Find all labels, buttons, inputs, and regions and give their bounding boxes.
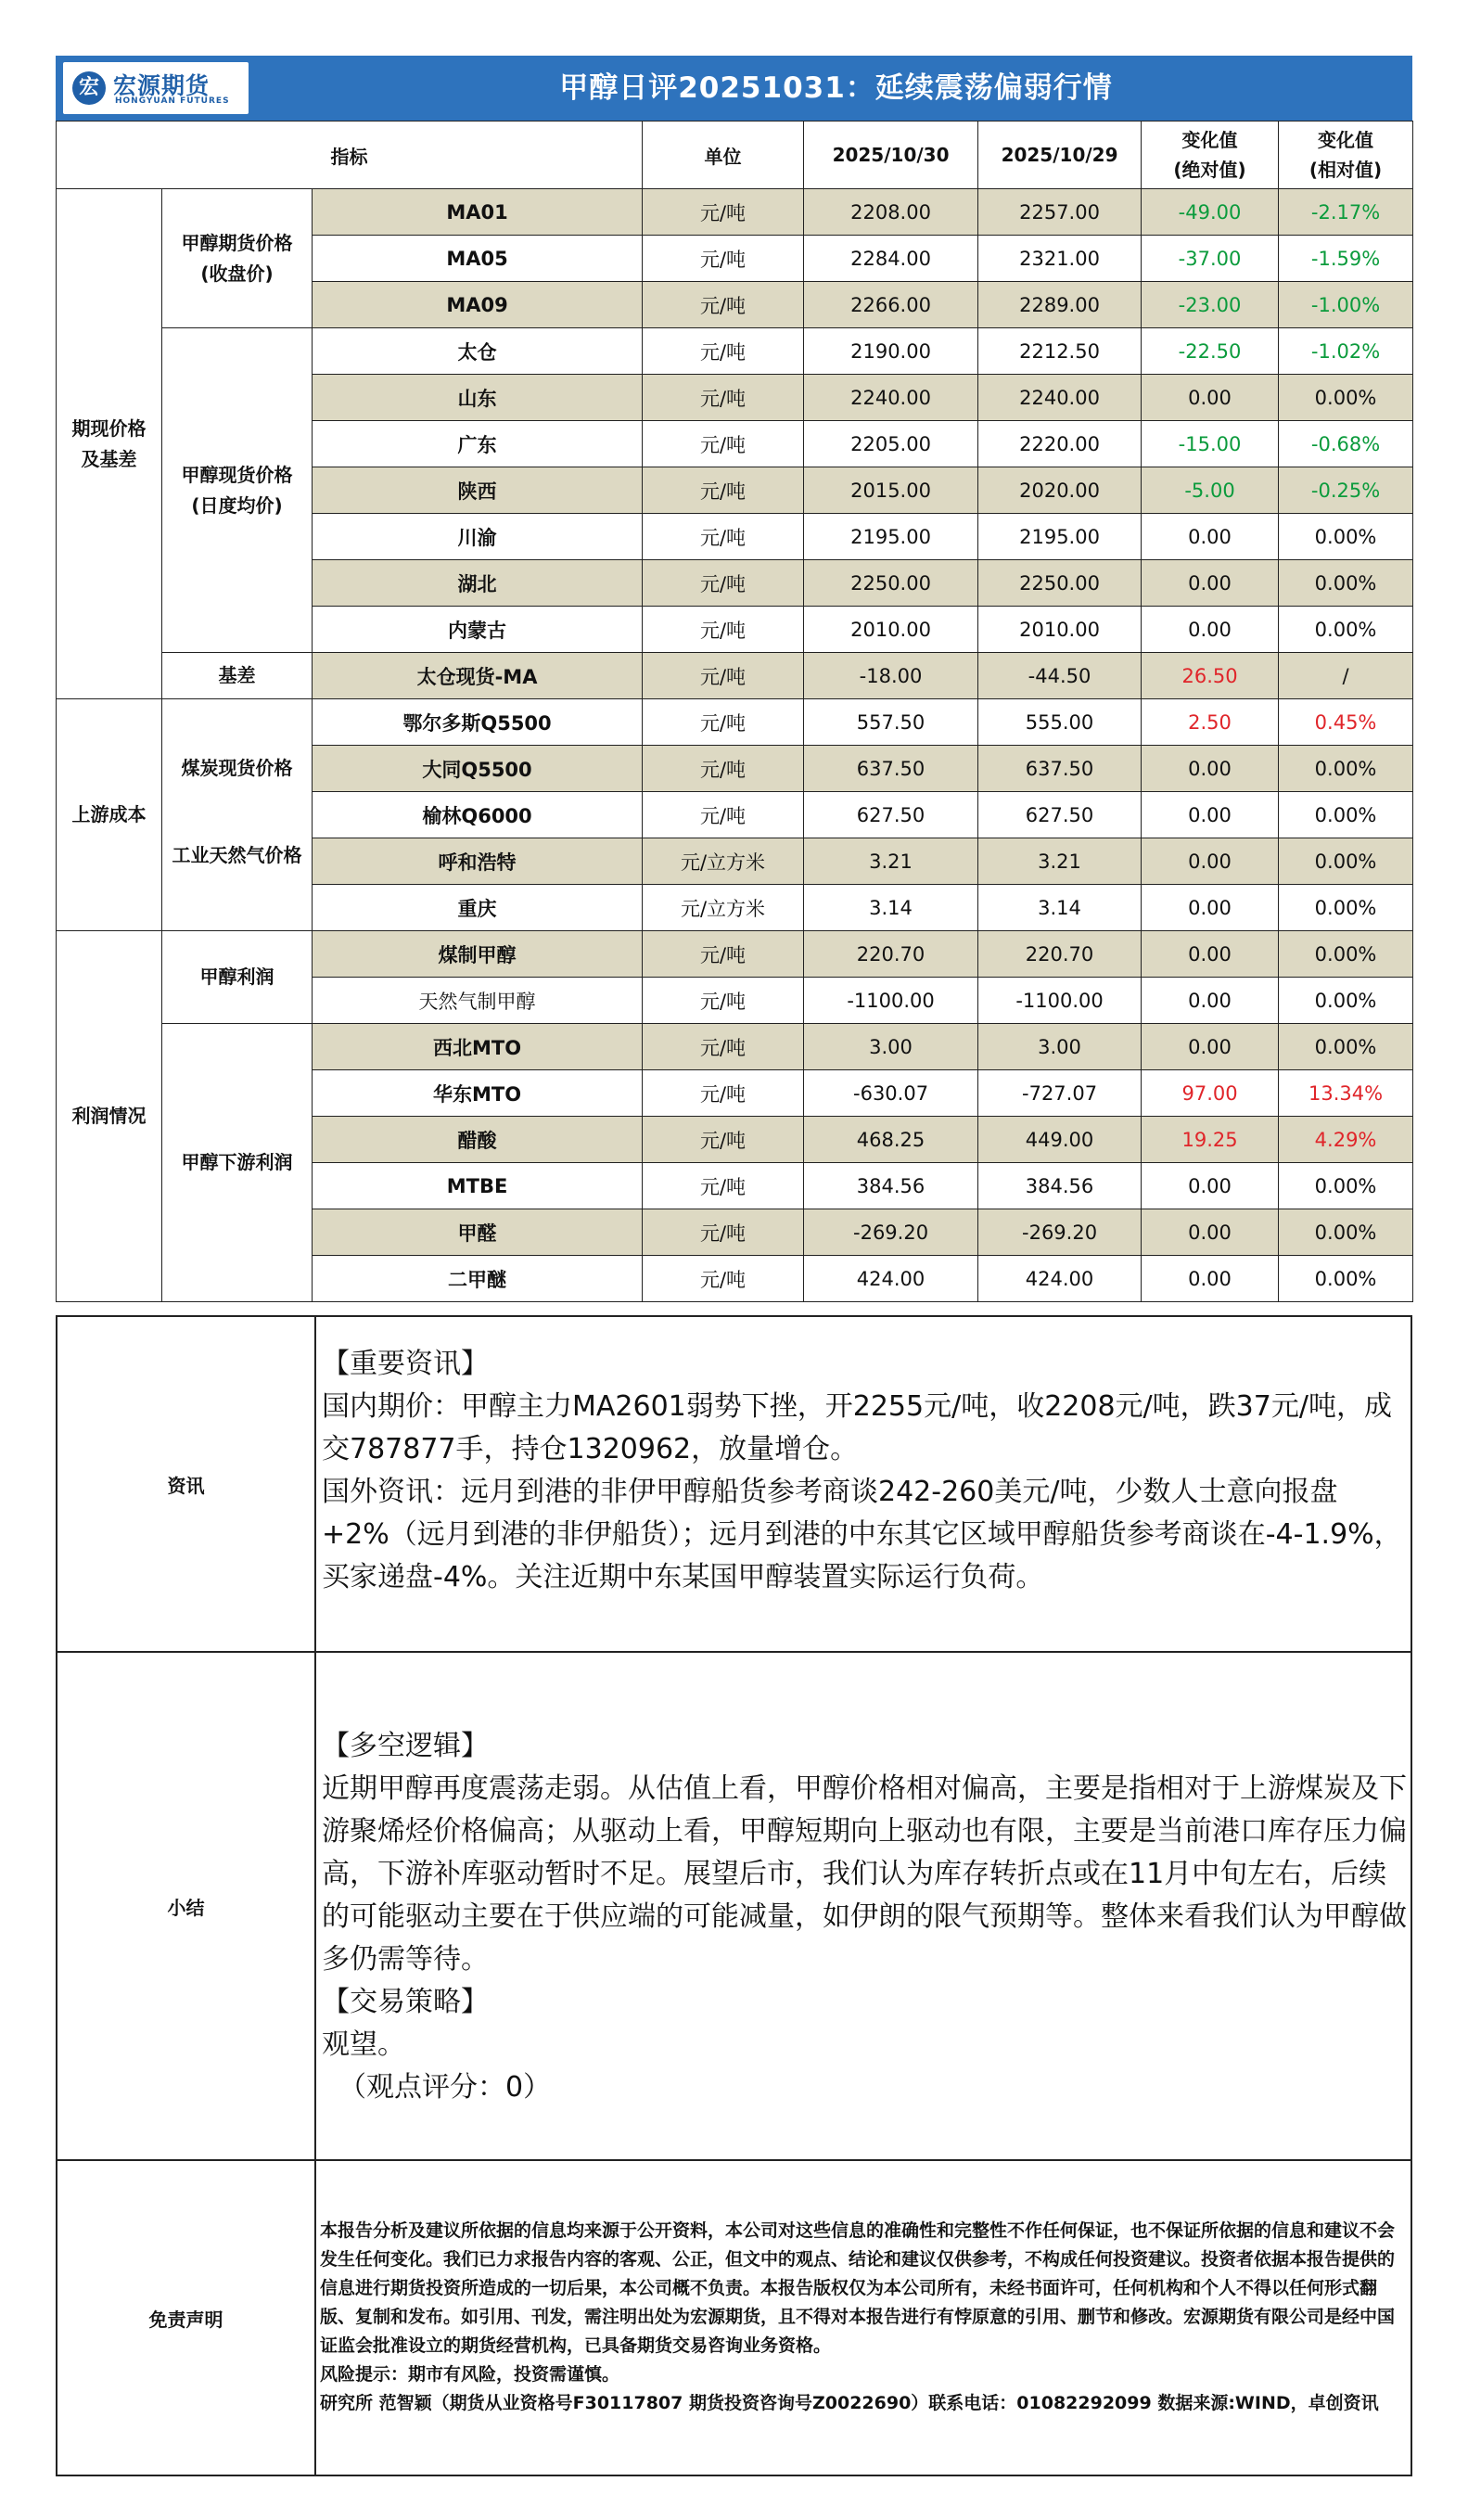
- news-domestic-paragraph: 国内期价：甲醇主力MA2601弱势下挫，开2255元/吨，收2208元/吨，跌37元/吨，成交787877手，持仓1320962，放量增仓。: [322, 1390, 1392, 1465]
- value-20251029: 2321.00: [978, 236, 1142, 282]
- unit-cell: 元/吨: [643, 1209, 804, 1256]
- unit-cell: 元/吨: [643, 1163, 804, 1209]
- unit-cell: 元/吨: [643, 560, 804, 607]
- unit-cell: 元/吨: [643, 1070, 804, 1117]
- indicator-name: 川渝: [313, 514, 643, 560]
- logic-paragraph: 近期甲醇再度震荡走弱。从估值上看，甲醇价格相对偏高，主要是指相对于上游煤炭及下游聚烯烃价格偏高；从驱动上看，甲醇短期向上驱动也有限，主要是当前港口库存压力偏高，下游补库驱动暂时不足。展望后市，我们认为库存转折点或在11月中旬左右，后续的可能驱动主要在于供应端的可能减量，如伊朗的限气预期等。整体来看我们认为甲醇做多仍需等待。: [322, 1772, 1407, 1976]
- value-20251030: 424.00: [804, 1256, 978, 1302]
- rel-change-value: -0.68%: [1279, 421, 1413, 467]
- indicator-name: 鄂尔多斯Q5500: [313, 699, 643, 746]
- abs-change-value: 0.00: [1142, 1024, 1279, 1070]
- value-20251029: 3.21: [978, 838, 1142, 885]
- value-20251029: 424.00: [978, 1256, 1142, 1302]
- value-20251030: 627.50: [804, 792, 978, 838]
- value-20251030: -18.00: [804, 653, 978, 699]
- indicator-name: 醋酸: [313, 1117, 643, 1163]
- value-20251030: 637.50: [804, 746, 978, 792]
- indicator-name: 太仓现货-MA: [313, 653, 643, 699]
- subgroup-gas-price: 工业天然气价格: [162, 838, 313, 931]
- value-20251029: 2020.00: [978, 467, 1142, 514]
- value-20251029: 2220.00: [978, 421, 1142, 467]
- table-row: [57, 328, 1413, 375]
- disclaimer-row: [57, 2160, 1411, 2475]
- value-20251030: 2208.00: [804, 189, 978, 236]
- rel-change-value: -1.59%: [1279, 236, 1413, 282]
- logo-text: 宏源期货: [113, 72, 211, 99]
- value-20251030: 2195.00: [804, 514, 978, 560]
- abs-change-value: 0.00: [1142, 1163, 1279, 1209]
- abs-change-value: 2.50: [1142, 699, 1279, 746]
- value-20251029: 2212.50: [978, 328, 1142, 375]
- news-content: [315, 1316, 1411, 1652]
- strategy-paragraph: 观望。: [322, 2028, 405, 2061]
- abs-change-value: -37.00: [1142, 236, 1279, 282]
- indicator-name: MA09: [313, 282, 643, 328]
- abs-change-value: 0.00: [1142, 514, 1279, 560]
- abs-change-value: 0.00: [1142, 931, 1279, 978]
- rel-change-value: 0.00%: [1279, 746, 1413, 792]
- unit-cell: 元/吨: [643, 746, 804, 792]
- value-20251030: 384.56: [804, 1163, 978, 1209]
- disclaimer-label: 免责声明: [57, 2160, 315, 2475]
- rel-change-value: 0.00%: [1279, 1163, 1413, 1209]
- indicator-name: 陕西: [313, 467, 643, 514]
- value-20251030: -630.07: [804, 1070, 978, 1117]
- rel-change-value: -1.02%: [1279, 328, 1413, 375]
- abs-change-value: 26.50: [1142, 653, 1279, 699]
- rel-change-value: 4.29%: [1279, 1117, 1413, 1163]
- company-logo: [63, 62, 249, 114]
- summary-label: 小结: [57, 1652, 315, 2160]
- abs-change-value: 0.00: [1142, 1256, 1279, 1302]
- value-20251029: 2240.00: [978, 375, 1142, 421]
- abs-change-value: 0.00: [1142, 978, 1279, 1024]
- value-20251029: 3.14: [978, 885, 1142, 931]
- indicator-name: 甲醛: [313, 1209, 643, 1256]
- view-score: （观点评分：0）: [338, 2071, 552, 2104]
- unit-cell: 元/吨: [643, 653, 804, 699]
- unit-cell: 元/吨: [643, 1117, 804, 1163]
- abs-change-value: 0.00: [1142, 1209, 1279, 1256]
- indicator-name: 山东: [313, 375, 643, 421]
- indicator-name: 重庆: [313, 885, 643, 931]
- indicator-name: 二甲醚: [313, 1256, 643, 1302]
- indicator-name: 华东MTO: [313, 1070, 643, 1117]
- report-title: 甲醇日评20251031：延续震荡偏弱行情: [559, 71, 1113, 105]
- unit-cell: 元/吨: [643, 467, 804, 514]
- abs-change-value: 0.00: [1142, 375, 1279, 421]
- value-20251029: 3.00: [978, 1024, 1142, 1070]
- column-header-abs-change: 变化值 (绝对值): [1142, 122, 1279, 189]
- subgroup-spot-price: 甲醇现货价格 (日度均价): [162, 328, 313, 653]
- value-20251030: 2010.00: [804, 607, 978, 653]
- unit-cell: 元/吨: [643, 1256, 804, 1302]
- subgroup-basis: 基差: [162, 653, 313, 699]
- news-heading: 【重要资讯】: [322, 1348, 489, 1380]
- rel-change-value: 0.00%: [1279, 978, 1413, 1024]
- unit-cell: 元/立方米: [643, 885, 804, 931]
- value-20251030: -269.20: [804, 1209, 978, 1256]
- abs-change-value: -23.00: [1142, 282, 1279, 328]
- rel-change-value: 0.00%: [1279, 607, 1413, 653]
- value-20251030: 2284.00: [804, 236, 978, 282]
- value-20251029: 2195.00: [978, 514, 1142, 560]
- logo-mark-icon: 宏: [72, 71, 106, 105]
- value-20251029: 637.50: [978, 746, 1142, 792]
- rel-change-value: 13.34%: [1279, 1070, 1413, 1117]
- logic-heading: 【多空逻辑】: [322, 1730, 489, 1762]
- value-20251029: -1100.00: [978, 978, 1142, 1024]
- rel-change-value: 0.00%: [1279, 931, 1413, 978]
- table-row: [57, 838, 1413, 885]
- abs-change-value: -5.00: [1142, 467, 1279, 514]
- indicator-name: MTBE: [313, 1163, 643, 1209]
- abs-change-value: 0.00: [1142, 885, 1279, 931]
- indicator-name: 大同Q5500: [313, 746, 643, 792]
- table-row: [57, 699, 1413, 746]
- indicator-name: MA05: [313, 236, 643, 282]
- indicator-name: 内蒙古: [313, 607, 643, 653]
- abs-change-value: 0.00: [1142, 607, 1279, 653]
- strategy-heading: 【交易策略】: [322, 1986, 489, 2018]
- value-20251030: 2205.00: [804, 421, 978, 467]
- indicator-name: MA01: [313, 189, 643, 236]
- value-20251030: 557.50: [804, 699, 978, 746]
- column-header-rel-change: 变化值 (相对值): [1279, 122, 1413, 189]
- disclaimer-paragraph: 本报告分析及建议所依据的信息均来源于公开资料，本公司对这些信息的准确性和完整性不作任何保证，也不保证所依据的信息和建议不会发生任何变化。我们已力求报告内容的客观、公正，但文中的观点、结论和建议仅供参考，不构成任何投资建议。投资者依据本报告提供的信息进行期货投资所造成的一切后果，本公司概不负责。本报告版权仅为本公司所有，未经书面许可，任何机构和个人不得以任何形式翻版、复制和发布。如引用、刊发，需注明出处为宏源期货，且不得对本报告进行有悖原意的引用、删节和修改。宏源期货有限公司是经中国证监会批准设立的期货经营机构，已具备期货交易咨询业务资格。: [320, 2219, 1396, 2356]
- subgroup-methanol-profit: 甲醇利润: [162, 931, 313, 1024]
- value-20251029: 220.70: [978, 931, 1142, 978]
- abs-change-value: 0.00: [1142, 746, 1279, 792]
- unit-cell: 元/吨: [643, 282, 804, 328]
- indicator-table: [56, 121, 1413, 1302]
- title-banner: [56, 56, 1412, 121]
- news-label: 资讯: [57, 1316, 315, 1652]
- disclaimer-content: [315, 2160, 1411, 2475]
- value-20251029: 2010.00: [978, 607, 1142, 653]
- rel-change-value: 0.00%: [1279, 375, 1413, 421]
- table-row: [57, 931, 1413, 978]
- group-upstream-cost: 上游成本: [57, 699, 162, 931]
- rel-change-value: 0.00%: [1279, 514, 1413, 560]
- abs-change-value: 0.00: [1142, 792, 1279, 838]
- table-row: [57, 653, 1413, 699]
- rel-change-value: 0.00%: [1279, 838, 1413, 885]
- news-overseas-paragraph: 国外资讯：远月到港的非伊甲醇船货参考商谈242-260美元/吨，少数人士意向报盘+2%（远月到港的非伊船货）；远月到港的中东其它区域甲醇船货参考商谈在-4-1.9%，买家递盘-4%。关注近期中东某国甲醇装置实际运行负荷。: [322, 1476, 1402, 1593]
- unit-cell: 元/吨: [643, 1024, 804, 1070]
- abs-change-value: 97.00: [1142, 1070, 1279, 1117]
- value-20251030: 2190.00: [804, 328, 978, 375]
- subgroup-futures-price: 甲醇期货价格 (收盘价): [162, 189, 313, 328]
- rel-change-value: 0.00%: [1279, 1209, 1413, 1256]
- indicator-name: 湖北: [313, 560, 643, 607]
- value-20251029: 2250.00: [978, 560, 1142, 607]
- value-20251029: 449.00: [978, 1117, 1142, 1163]
- indicator-name: 煤制甲醇: [313, 931, 643, 978]
- commentary-table: [56, 1315, 1412, 2476]
- abs-change-value: -15.00: [1142, 421, 1279, 467]
- rel-change-value: -0.25%: [1279, 467, 1413, 514]
- value-20251029: 2257.00: [978, 189, 1142, 236]
- unit-cell: 元/吨: [643, 699, 804, 746]
- indicator-name: 呼和浩特: [313, 838, 643, 885]
- subgroup-downstream-profit: 甲醇下游利润: [162, 1024, 313, 1302]
- abs-change-value: 0.00: [1142, 838, 1279, 885]
- indicator-name: 西北MTO: [313, 1024, 643, 1070]
- risk-warning: 风险提示：期市有风险，投资需谨慎。: [320, 2363, 620, 2385]
- table-row: [57, 1024, 1413, 1070]
- value-20251030: 3.14: [804, 885, 978, 931]
- rel-change-value: 0.00%: [1279, 1024, 1413, 1070]
- value-20251029: 384.56: [978, 1163, 1142, 1209]
- abs-change-value: -49.00: [1142, 189, 1279, 236]
- unit-cell: 元/立方米: [643, 838, 804, 885]
- value-20251029: -44.50: [978, 653, 1142, 699]
- value-20251030: 2250.00: [804, 560, 978, 607]
- value-20251030: 2240.00: [804, 375, 978, 421]
- rel-change-value: 0.45%: [1279, 699, 1413, 746]
- summary-row: [57, 1652, 1411, 2160]
- unit-cell: 元/吨: [643, 792, 804, 838]
- value-20251030: 220.70: [804, 931, 978, 978]
- group-spot-price-basis: 期现价格 及基差: [57, 189, 162, 699]
- value-20251030: 468.25: [804, 1117, 978, 1163]
- unit-cell: 元/吨: [643, 978, 804, 1024]
- table-row: [57, 189, 1413, 236]
- column-header-indicator: 指标: [57, 122, 643, 189]
- column-header-date1: 2025/10/30: [804, 122, 978, 189]
- group-profit: 利润情况: [57, 931, 162, 1302]
- rel-change-value: -1.00%: [1279, 282, 1413, 328]
- unit-cell: 元/吨: [643, 236, 804, 282]
- unit-cell: 元/吨: [643, 189, 804, 236]
- rel-change-value: 0.00%: [1279, 1256, 1413, 1302]
- value-20251030: 3.21: [804, 838, 978, 885]
- abs-change-value: 19.25: [1142, 1117, 1279, 1163]
- news-row: [57, 1316, 1411, 1652]
- column-header-date2: 2025/10/29: [978, 122, 1142, 189]
- indicator-name: 榆林Q6000: [313, 792, 643, 838]
- value-20251030: 3.00: [804, 1024, 978, 1070]
- value-20251029: 2289.00: [978, 282, 1142, 328]
- abs-change-value: -22.50: [1142, 328, 1279, 375]
- value-20251029: 627.50: [978, 792, 1142, 838]
- column-header-unit: 单位: [643, 122, 804, 189]
- indicator-name: 太仓: [313, 328, 643, 375]
- indicator-name: 天然气制甲醇: [313, 978, 643, 1024]
- unit-cell: 元/吨: [643, 607, 804, 653]
- rel-change-value: -2.17%: [1279, 189, 1413, 236]
- abs-change-value: 0.00: [1142, 560, 1279, 607]
- unit-cell: 元/吨: [643, 328, 804, 375]
- logo-subtext: HONGYUAN FUTURES: [115, 96, 230, 106]
- summary-content: [315, 1652, 1411, 2160]
- rel-change-value: /: [1279, 653, 1413, 699]
- value-20251030: 2015.00: [804, 467, 978, 514]
- rel-change-value: 0.00%: [1279, 885, 1413, 931]
- indicator-name: 广东: [313, 421, 643, 467]
- value-20251029: 555.00: [978, 699, 1142, 746]
- rel-change-value: 0.00%: [1279, 792, 1413, 838]
- table-header-row: [57, 122, 1413, 189]
- rel-change-value: 0.00%: [1279, 560, 1413, 607]
- subgroup-coal-price: 煤炭现货价格: [162, 699, 313, 838]
- unit-cell: 元/吨: [643, 421, 804, 467]
- value-20251029: -269.20: [978, 1209, 1142, 1256]
- unit-cell: 元/吨: [643, 375, 804, 421]
- value-20251030: 2266.00: [804, 282, 978, 328]
- unit-cell: 元/吨: [643, 514, 804, 560]
- analyst-info: 研究所 范智颖（期货从业资格号F30117807 期货投资咨询号Z0022690）联系电话：01082292099 数据来源:WIND，卓创资讯: [320, 2392, 1379, 2413]
- unit-cell: 元/吨: [643, 931, 804, 978]
- value-20251030: -1100.00: [804, 978, 978, 1024]
- value-20251029: -727.07: [978, 1070, 1142, 1117]
